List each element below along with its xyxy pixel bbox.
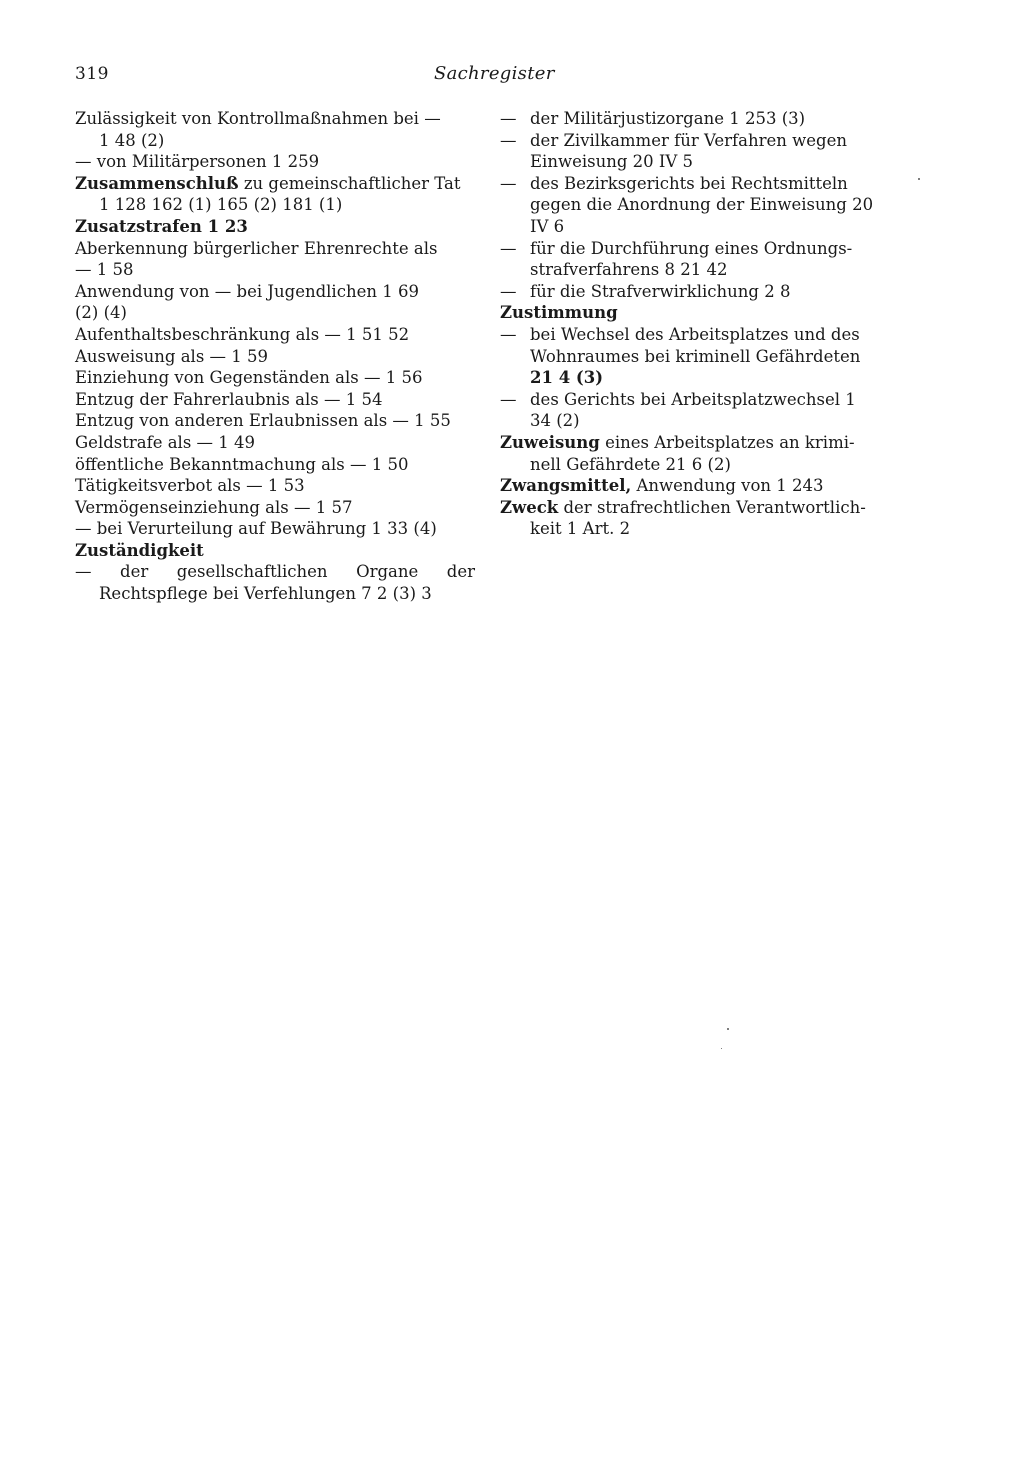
index-line: nell Gefährdete 21 6 (2) [530,454,731,474]
index-entry [500,238,902,260]
index-line: Anwendung von — bei Jugendlichen 1 69 [75,281,419,301]
dash-marker: — [500,324,517,344]
index-line: 1 48 (2) [99,130,165,150]
index-text: des Bezirksgerichts bei Rechtsmitteln [530,173,848,193]
index-line: Ausweisung als — 1 59 [75,346,269,366]
index-line: (2) (4) [75,303,127,323]
index-keyword: Zusammenschluß [75,173,239,193]
index-column-left [75,108,475,605]
index-text: zu gemeinschaftlicher Tat [238,173,461,193]
dash-marker: — [500,281,517,301]
index-entry [500,130,902,152]
index-line: 34 (2) [530,411,580,431]
index-entry [500,389,902,411]
index-keyword: Zuständigkeit [75,540,204,560]
index-line: Einweisung 20 IV 5 [530,152,694,172]
index-line: 21 4 (3) [530,368,604,388]
dash-marker: — [500,173,517,193]
index-text: des Gerichts bei Arbeitsplatzwechsel 1 [530,389,856,409]
index-text: Anwendung von 1 243 [631,476,824,496]
scan-speck [721,1048,722,1049]
index-entry [500,173,902,195]
index-keyword: Zustimmung [500,303,618,323]
index-text: der Zivilkammer für Verfahren wegen [530,130,847,150]
scan-speck [918,178,920,180]
index-entry [500,108,902,130]
index-entry [500,432,902,454]
dash-marker: — [500,238,517,258]
index-line: gegen die Anordnung der Einweisung 20 [530,195,874,215]
index-entry [75,173,475,195]
scan-speck [727,1028,729,1030]
index-keyword: Zusatzstrafen 1 23 [75,216,248,236]
index-line: Einziehung von Gegenständen als — 1 56 [75,368,423,388]
page-title: Sachregister [434,63,555,84]
index-line: 1 128 162 (1) 165 (2) 181 (1) [99,195,343,215]
index-entry [500,324,902,346]
index-line: Wohnraumes bei kriminell Gefährdeten [530,346,861,366]
index-text: eines Arbeitsplatzes an krimi- [599,432,855,452]
index-line: Entzug von anderen Erlaubnissen als — 1 55 [75,411,451,431]
index-text: bei Wechsel des Arbeitsplatzes und des [530,324,860,344]
index-line: IV 6 [530,216,565,236]
dash-marker: — [500,389,517,409]
index-keyword: Zuweisung [500,432,600,452]
index-column-right [500,108,902,540]
index-entry [500,281,902,303]
index-entry [500,497,902,519]
index-line: Geldstrafe als — 1 49 [75,432,256,452]
index-line: Aberkennung bürgerlicher Ehrenrechte als [75,238,438,258]
index-line: strafverfahrens 8 21 42 [530,260,728,280]
index-line: — bei Verurteilung auf Bewährung 1 33 (4) [75,519,437,539]
index-line: Zulässigkeit von Kontrollmaßnahmen bei — [75,109,441,128]
index-text: für die Durchführung eines Ordnungs- [530,238,853,258]
page-number: 319 [75,64,109,84]
index-line: Aufenthaltsbeschränkung als — 1 51 52 [75,324,410,344]
index-line: — 1 58 [75,260,134,280]
dash-marker: — [500,130,517,150]
index-text: für die Strafverwirklichung 2 8 [530,281,791,301]
index-line: keit 1 Art. 2 [530,519,631,539]
index-line: Entzug der Fahrerlaubnis als — 1 54 [75,389,383,409]
dash-marker: — [500,109,517,128]
index-text: der strafrechtlichen Verantwortlich- [558,497,866,517]
index-text: der Militärjustizorgane 1 253 (3) [530,109,806,128]
index-line: — der gesellschaftlichen Organe der [75,562,475,582]
index-line: Rechtspflege bei Verfehlungen 7 2 (3) 3 [99,584,432,604]
index-line: öffentliche Bekanntmachung als — 1 50 [75,454,409,474]
index-keyword: Zwangsmittel, [500,476,632,496]
index-keyword: Zweck [500,497,559,517]
index-line: — von Militärpersonen 1 259 [75,152,320,172]
index-line: Tätigkeitsverbot als — 1 53 [75,476,305,496]
index-line: Vermögenseinziehung als — 1 57 [75,497,353,517]
index-entry [500,475,902,497]
